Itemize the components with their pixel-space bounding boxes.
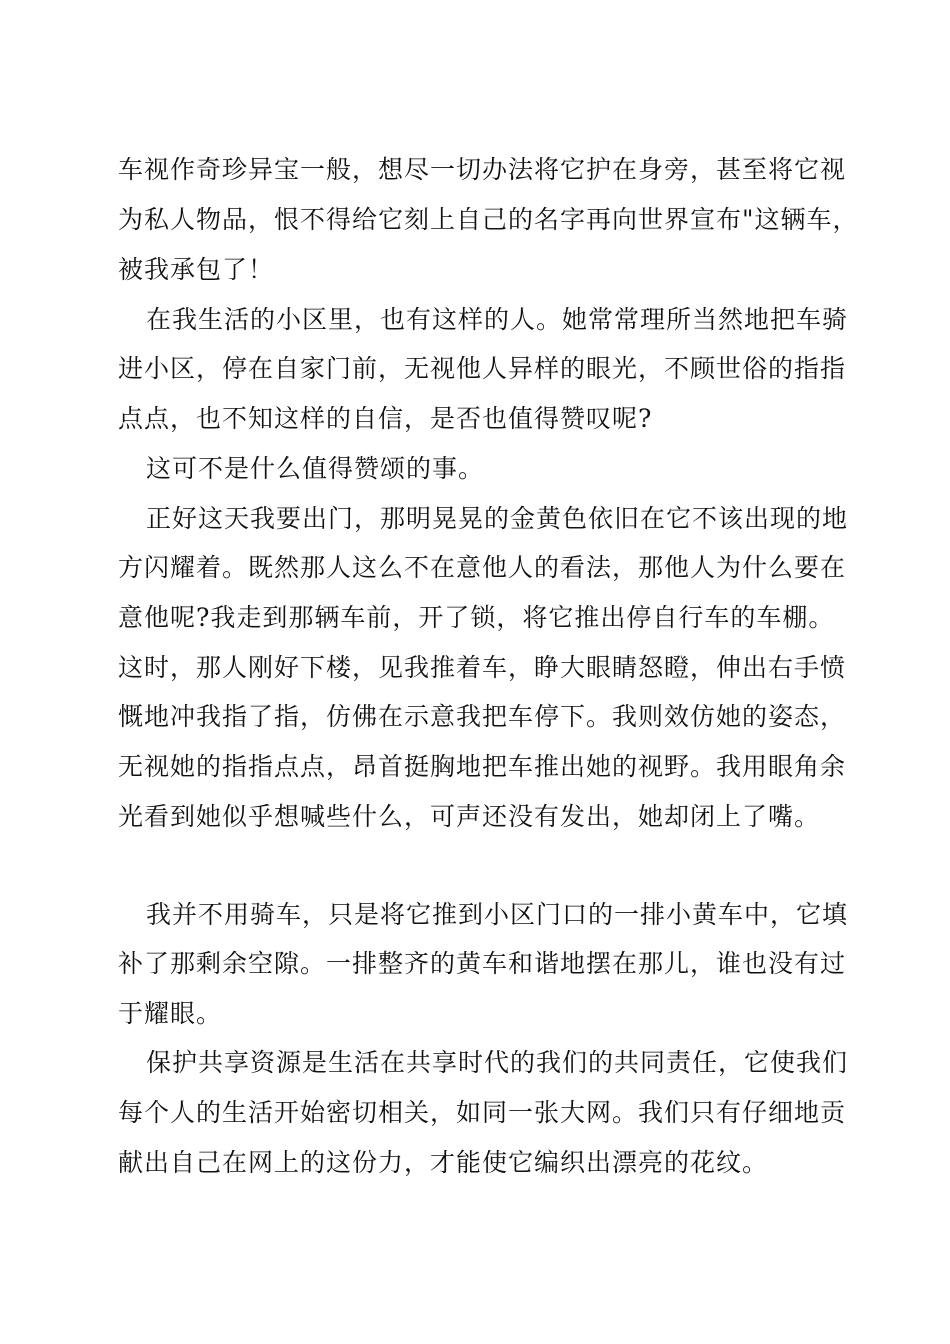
text-line: 于耀眼。	[118, 999, 223, 1028]
text-line: 为私人物品，恨不得给它刻上自己的名字再向世界宣布"这辆车，	[118, 205, 859, 234]
text-line: 点点，也不知这样的自信，是否也值得赞叹呢?	[118, 404, 653, 433]
text-line: 献出自己在网上的这份力，才能使它编织出漂亮的花纹。	[118, 1148, 769, 1177]
text-line: 每个人的生活开始密切相关，如同一张大网。我们只有仔细地贡	[118, 1098, 847, 1127]
text-line: 保护共享资源是生活在共享时代的我们的共同责任，它使我们	[146, 1048, 849, 1077]
text-line: 意他呢?我走到那辆车前，开了锁，将它推出停自行车的车棚。	[118, 603, 835, 632]
text-line: 在我生活的小区里，也有这样的人。她常常理所当然地把车骑	[146, 305, 849, 334]
text-line: 方闪耀着。既然那人这么不在意他人的看法，那他人为什么要在	[118, 553, 847, 582]
text-line: 进小区，停在自家门前，无视他人异样的眼光，不顾世俗的指指	[118, 354, 847, 383]
text-line: 这可不是什么值得赞颂的事。	[146, 454, 485, 483]
text-line: 被我承包了！	[118, 255, 275, 284]
text-line: 无视她的指指点点，昂首挺胸地把车推出她的视野。我用眼角余	[118, 752, 847, 781]
text-line: 补了那剩余空隙。一排整齐的黄车和谐地摆在那儿，谁也没有过	[118, 949, 847, 978]
text-line: 我并不用骑车，只是将它推到小区门口的一排小黄车中，它填	[146, 900, 849, 929]
text-line: 这时，那人刚好下楼，见我推着车，睁大眼睛怒瞪，伸出右手愤	[118, 653, 847, 682]
text-line: 光看到她似乎想喊些什么，可声还没有发出，她却闭上了嘴。	[118, 802, 821, 831]
text-line: 慨地冲我指了指，仿佛在示意我把车停下。我则效仿她的姿态，	[118, 702, 847, 731]
text-line: 正好这天我要出门，那明晃晃的金黄色依旧在它不该出现的地	[146, 504, 849, 533]
text-line: 车视作奇珍异宝一般，想尽一切办法将它护在身旁，甚至将它视	[118, 155, 847, 184]
